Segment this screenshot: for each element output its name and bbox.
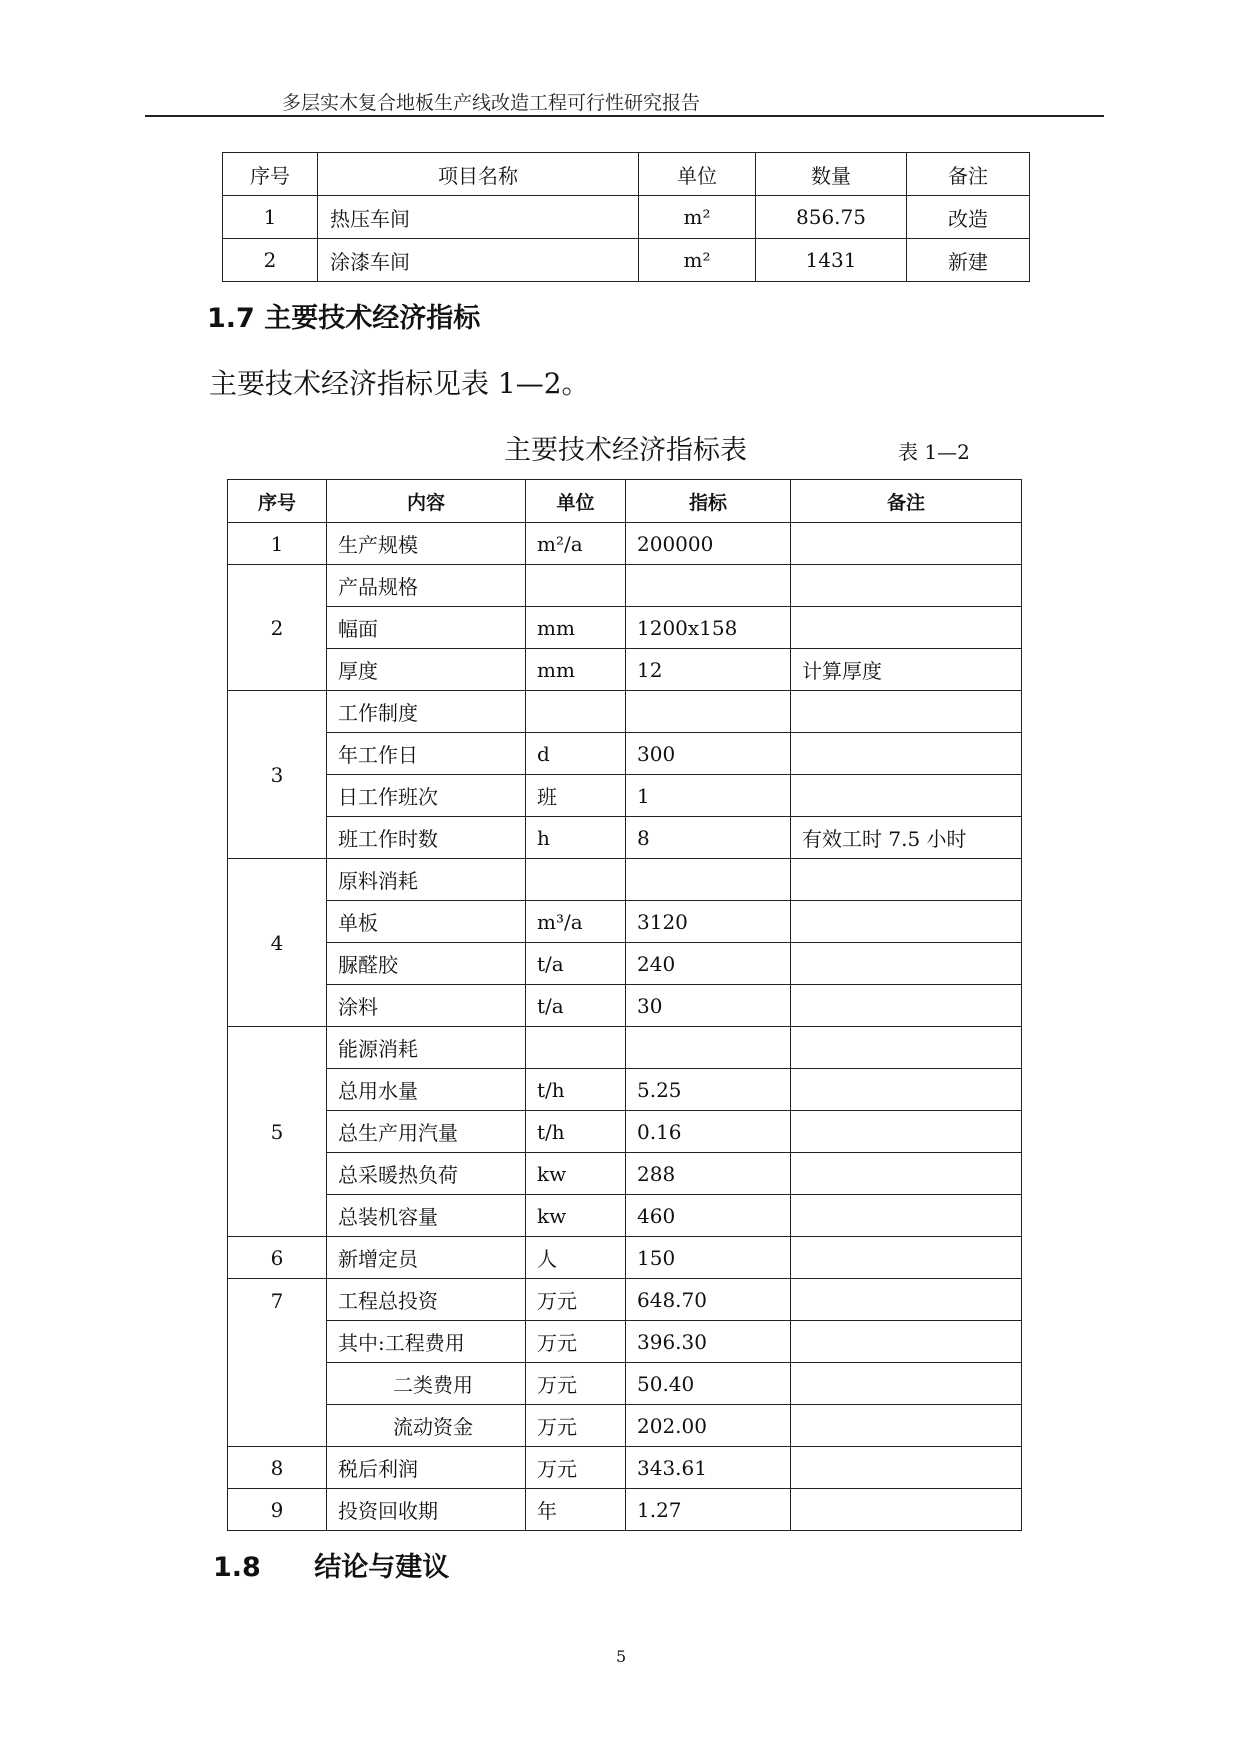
table-caption: 主要技术经济指标表 [504, 435, 747, 466]
unit-cell [526, 565, 626, 607]
tech-economic-indicators-table-body [228, 523, 1022, 1531]
running-header: 多层实木复合地板生产线改造工程可行性研究报告 [282, 92, 701, 114]
table-row [228, 859, 1022, 901]
content-cell: 二类费用 [327, 1363, 526, 1405]
table-row [228, 1153, 1022, 1195]
content-cell: 工作制度 [327, 691, 526, 733]
table-header-row [228, 480, 1022, 523]
note-cell [791, 859, 1022, 901]
intro-paragraph: 主要技术经济指标见表 1—2。 [209, 367, 590, 400]
header-rule [145, 115, 1104, 117]
row-number-cell: 6 [228, 1237, 327, 1279]
value-cell: 343.61 [626, 1447, 791, 1489]
content-cell: 投资回收期 [327, 1489, 526, 1531]
table-row [228, 523, 1022, 565]
unit-cell: m³/a [526, 901, 626, 943]
note-cell [791, 1279, 1022, 1321]
value-cell [626, 691, 791, 733]
table-row [228, 733, 1022, 775]
note-cell [791, 1321, 1022, 1363]
quantity-cell: 1431 [756, 239, 907, 282]
header-cell: 备注 [907, 153, 1030, 196]
value-cell: 288 [626, 1153, 791, 1195]
note-cell [791, 943, 1022, 985]
row-number-cell: 7 [228, 1279, 327, 1447]
note-cell: 改造 [907, 196, 1030, 239]
content-cell: 生产规模 [327, 523, 526, 565]
table-row [228, 901, 1022, 943]
value-cell: 12 [626, 649, 791, 691]
content-cell: 涂料 [327, 985, 526, 1027]
content-cell: 原料消耗 [327, 859, 526, 901]
content-cell: 总生产用汽量 [327, 1111, 526, 1153]
unit-cell: t/h [526, 1111, 626, 1153]
table-row [228, 943, 1022, 985]
header-cell: 指标 [626, 480, 791, 523]
value-cell: 30 [626, 985, 791, 1027]
unit-cell: 万元 [526, 1363, 626, 1405]
note-cell [791, 1111, 1022, 1153]
table-row [223, 196, 1030, 239]
note-cell [791, 1447, 1022, 1489]
row-number-cell: 3 [228, 691, 327, 859]
table-row [228, 1195, 1022, 1237]
unit-cell: kw [526, 1153, 626, 1195]
content-cell: 能源消耗 [327, 1027, 526, 1069]
value-cell: 0.16 [626, 1111, 791, 1153]
value-cell: 8 [626, 817, 791, 859]
content-cell: 新增定员 [327, 1237, 526, 1279]
unit-cell: mm [526, 649, 626, 691]
value-cell: 1.27 [626, 1489, 791, 1531]
note-cell [791, 985, 1022, 1027]
note-cell [791, 1153, 1022, 1195]
note-cell [791, 1195, 1022, 1237]
value-cell: 3120 [626, 901, 791, 943]
value-cell: 300 [626, 733, 791, 775]
header-cell: 单位 [526, 480, 626, 523]
note-cell [791, 1027, 1022, 1069]
note-cell [791, 691, 1022, 733]
table-row [228, 1363, 1022, 1405]
building-area-table-body [223, 153, 1030, 282]
table-header-row [223, 153, 1030, 196]
building-area-table [222, 152, 1030, 282]
header-cell: 项目名称 [318, 153, 639, 196]
content-cell: 总装机容量 [327, 1195, 526, 1237]
row-number-cell: 5 [228, 1027, 327, 1237]
value-cell: 648.70 [626, 1279, 791, 1321]
value-cell: 202.00 [626, 1405, 791, 1447]
row-number-cell: 4 [228, 859, 327, 1027]
unit-cell: 年 [526, 1489, 626, 1531]
content-cell: 年工作日 [327, 733, 526, 775]
unit-cell: 班 [526, 775, 626, 817]
table-row [228, 1489, 1022, 1531]
value-cell: 1 [626, 775, 791, 817]
content-cell: 日工作班次 [327, 775, 526, 817]
section-heading-1-8 [213, 1545, 449, 1584]
note-cell [791, 733, 1022, 775]
table-row [228, 1405, 1022, 1447]
unit-cell [526, 1027, 626, 1069]
unit-cell: kw [526, 1195, 626, 1237]
content-cell: 单板 [327, 901, 526, 943]
note-cell [791, 1069, 1022, 1111]
table-row [228, 1027, 1022, 1069]
section-number: 1.7 [207, 303, 255, 334]
value-cell [626, 859, 791, 901]
content-cell: 产品规格 [327, 565, 526, 607]
table-row [228, 985, 1022, 1027]
content-cell: 幅面 [327, 607, 526, 649]
content-cell: 总采暖热负荷 [327, 1153, 526, 1195]
quantity-cell: 856.75 [756, 196, 907, 239]
table-row [228, 565, 1022, 607]
note-cell [791, 1237, 1022, 1279]
note-cell [791, 775, 1022, 817]
content-cell: 脲醛胶 [327, 943, 526, 985]
note-cell: 有效工时 7.5 小时 [791, 817, 1022, 859]
unit-cell: d [526, 733, 626, 775]
unit-cell: t/a [526, 985, 626, 1027]
table-number: 表 1—2 [898, 440, 970, 464]
table-row [228, 1069, 1022, 1111]
item-name-cell: 涂漆车间 [318, 239, 639, 282]
table-row [228, 1111, 1022, 1153]
note-cell: 新建 [907, 239, 1030, 282]
value-cell: 50.40 [626, 1363, 791, 1405]
unit-cell: m²/a [526, 523, 626, 565]
table-row [223, 239, 1030, 282]
row-number-cell: 9 [228, 1489, 327, 1531]
table-row [228, 775, 1022, 817]
note-cell [791, 565, 1022, 607]
section-title: 主要技术经济指标 [264, 303, 481, 334]
row-number-cell: 1 [223, 196, 318, 239]
note-cell [791, 607, 1022, 649]
table-row [228, 691, 1022, 733]
header-cell: 内容 [327, 480, 526, 523]
table-row [228, 1237, 1022, 1279]
unit-cell: h [526, 817, 626, 859]
unit-cell: 万元 [526, 1321, 626, 1363]
table-row [228, 1447, 1022, 1489]
value-cell: 200000 [626, 523, 791, 565]
row-number-cell: 2 [228, 565, 327, 691]
header-cell: 备注 [791, 480, 1022, 523]
unit-cell: 人 [526, 1237, 626, 1279]
table-row [228, 1321, 1022, 1363]
content-cell: 厚度 [327, 649, 526, 691]
unit-cell [526, 691, 626, 733]
section-number: 1.8 [213, 1552, 261, 1583]
unit-cell: 万元 [526, 1279, 626, 1321]
note-cell: 计算厚度 [791, 649, 1022, 691]
row-number-cell: 8 [228, 1447, 327, 1489]
value-cell: 460 [626, 1195, 791, 1237]
value-cell: 5.25 [626, 1069, 791, 1111]
item-name-cell: 热压车间 [318, 196, 639, 239]
unit-cell [526, 859, 626, 901]
content-cell: 税后利润 [327, 1447, 526, 1489]
unit-cell: m² [639, 239, 756, 282]
table-row [228, 817, 1022, 859]
content-cell: 其中:工程费用 [327, 1321, 526, 1363]
value-cell [626, 565, 791, 607]
page-number: 5 [616, 1647, 627, 1666]
value-cell: 240 [626, 943, 791, 985]
row-number-cell: 1 [228, 523, 327, 565]
section-title: 结论与建议 [314, 1552, 450, 1583]
table-row [228, 607, 1022, 649]
header-cell: 数量 [756, 153, 907, 196]
unit-cell: m² [639, 196, 756, 239]
unit-cell: mm [526, 607, 626, 649]
unit-cell: 万元 [526, 1447, 626, 1489]
note-cell [791, 523, 1022, 565]
content-cell: 工程总投资 [327, 1279, 526, 1321]
note-cell [791, 1489, 1022, 1531]
table-row [228, 649, 1022, 691]
unit-cell: 万元 [526, 1405, 626, 1447]
value-cell: 150 [626, 1237, 791, 1279]
unit-cell: t/h [526, 1069, 626, 1111]
note-cell [791, 901, 1022, 943]
note-cell [791, 1405, 1022, 1447]
content-cell: 班工作时数 [327, 817, 526, 859]
header-cell: 序号 [223, 153, 318, 196]
value-cell: 1200x158 [626, 607, 791, 649]
table-row [228, 1279, 1022, 1321]
value-cell: 396.30 [626, 1321, 791, 1363]
value-cell [626, 1027, 791, 1069]
section-heading-1-7 [207, 296, 480, 335]
row-number-cell: 2 [223, 239, 318, 282]
tech-economic-indicators-table [227, 479, 1022, 1531]
content-cell: 流动资金 [327, 1405, 526, 1447]
header-cell: 序号 [228, 480, 327, 523]
note-cell [791, 1363, 1022, 1405]
unit-cell: t/a [526, 943, 626, 985]
header-cell: 单位 [639, 153, 756, 196]
content-cell: 总用水量 [327, 1069, 526, 1111]
